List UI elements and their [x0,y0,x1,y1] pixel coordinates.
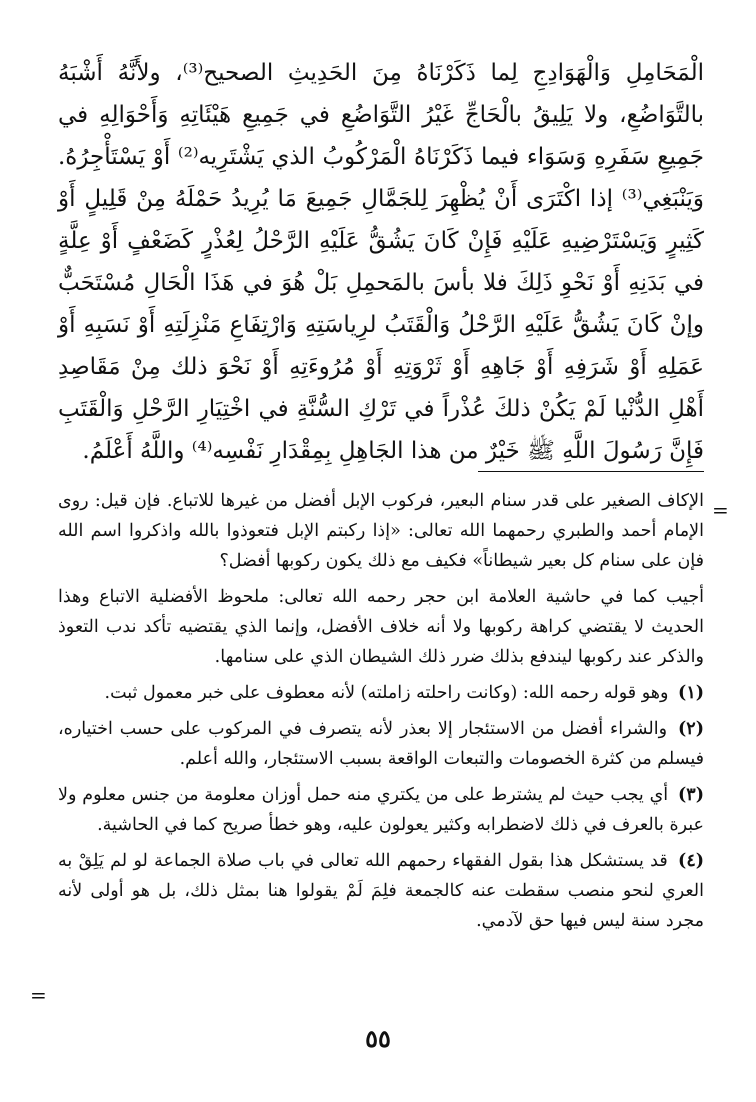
footnote-number: (٢) [678,719,704,739]
footnote-2 [58,714,704,774]
footnote-text: قد يستشكل هذا بقول الفقهاء رحمهم الله تعالى في باب صلاة الجماعة لو لم يَلِقْ به العري لنحو منصب سقطت عنه كالجمعة فلِمَ لَمْ يقولوا هنا بمثل ذلك، بل هو أولى لأنه مجرد سنة ليس فيها حق لآدمي. [58,851,704,931]
footnote-number: (٤) [678,851,704,871]
main-text [58,52,704,472]
footnote-number: (٣) [678,785,704,805]
footnote-continued-text: أجيب كما في حاشية العلامة ابن حجر رحمه الله تعالى: ملحوظ الأفضلية الاتباع وهذا الحديث لا يقتضي كراهة ركوبها ولا أنه خلاف الأفضل، وإنما الذي يقتضيه تأكد ندب التعوذ والذكر عند ركوبها ليندفع بذلك ضرر ذلك الشيطان الذي على سنامها. [58,587,704,667]
footnote-continued-text: الإكاف الصغير على قدر سنام البعير، فركوب الإبل أفضل من غيرها للاتباع. فإن قيل: روى الإمام أحمد والطبري رحمهما الله تعالى: «إذا ركبتم الإبل فتعوذوا بالله واذكروا اسم الله فإن على سنام كل بعير شيطاناً» فكيف مع ذلك يكون ركوبها أفضل؟ [58,491,704,571]
footnote-4 [58,846,704,936]
footnote-text: أي يجب حيث لم يشترط على من يكتري منه حمل أوزان معلومة من جنس معلوم ولا عبرة بالعرف في ذلك لاضطرابه وكثير يعولون عليه، وهو خطأ صريح كما في الحاشية. [58,785,704,835]
footnote-number: (١) [678,683,704,703]
footnote-separator [478,471,704,472]
footnote-text: والشراء أفضل من الاستئجار إلا بعذر لأنه يتصرف في المركوب على حسب اختياره، فيسلم من كثرة الخصومات والتبعات الواقعة بسبب الاستئجار، والله أعلم. [58,719,704,769]
continuation-marker-bottom: = [30,983,47,1007]
footnote-text: وهو قوله رحمه الله: (وكانت راحلته زاملته) لأنه معطوف على خبر معمول ثبت. [104,683,669,703]
footnote-1 [58,678,704,708]
page-number: ٥٥ [365,1024,391,1053]
main-paragraph: الْمَحَامِلِ وَالْهَوَادِجِ لِما ذَكَرْنَاهُ مِنَ الحَدِيثِ الصحيح⁽³⁾، ولأَنَّهُ أَشْبَهُ بالتَّوَاضُعِ، ولا يَلِيقُ بالْحَاجِّ غَيْرُ التَّوَاضُعِ في جَمِيعِ هَيْئَاتِهِ وَأَحْوَالِهِ في جَمِيعِ سَفَرِهِ وَسَوَاء فيما ذَكَرْنَاهُ الْمَرْكُوبُ الذي يَشْتَرِيه⁽²⁾ أَوْ يَسْتَأْجِرُهُ. وَيَنْبَغِي⁽³⁾ إذا اكْتَرَى أَنْ يُظْهِرَ لِلجَمَّالِ جَمِيعَ مَا يُرِيدُ حَمْلَهُ مِنْ قَلِيلٍ أَوْ كَثِيرٍ وَيَسْتَرْضِيهِ عَلَيْهِ فَإِنْ كَانَ يَشُقُّ عَلَيْهِ الرَّحْلُ لِعُذْرٍ كَضَعْفٍ أَوْ عِلَّةٍ في بَدَنِهِ أَوْ نَحْوِ ذَلِكَ فلا بأسَ بالمَحمِلِ بَلْ هُوَ في هَذَا الْحَالِ مُسْتَحَبٌّ وإنْ كَانَ يَشُقُّ عَلَيْهِ الرَّحْلُ وَالْقَتَبُ لرِياسَتِهِ وَارْتِفَاعِ مَنْزِلَتِهِ أَوْ نَسَبِهِ أَوْ عَمَلِهِ أَوْ شَرَفِهِ أَوْ جَاهِهِ أَوْ ثَرْوَتِهِ أَوْ مُرُوءَتِهِ أَوْ نَحْوَ ذلك مِنْ مَقَاصِدِ أَهْلِ الدُّنْيا لَمْ يَكُنْ ذلكَ عُذْراً في تَرْكِ السُّنَّةِ في اخْتِيَارِ الرَّحْلِ وَالْقَتَبِ فَإِنَّ رَسُولَ اللَّهِ ﷺ خَيْرٌ من هذا الجَاهِلِ بِمِقْدَارِ نَفْسِه⁽⁴⁾ واللَّهُ أَعْلَمُ. [58,60,704,464]
footnotes-section [58,486,704,942]
continuation-marker-top: = [712,498,729,522]
footnote-3 [58,780,704,840]
